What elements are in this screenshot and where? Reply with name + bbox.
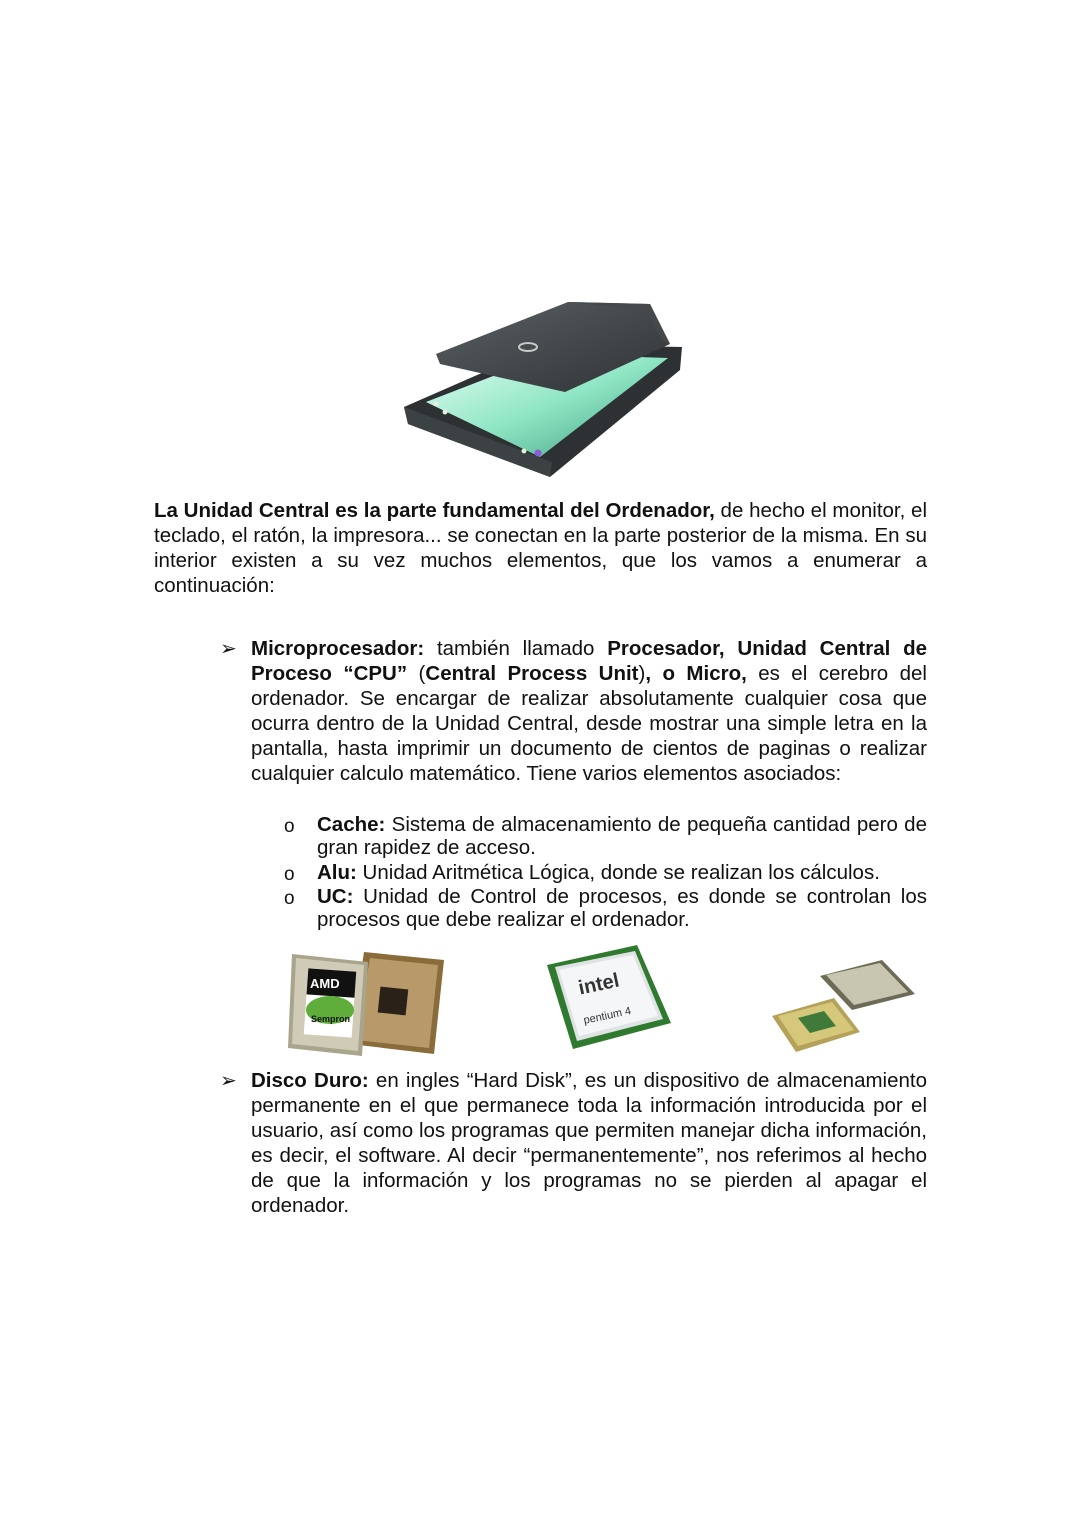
arrow-bullet-icon: ➢ bbox=[220, 1070, 237, 1092]
text: también llamado bbox=[424, 637, 608, 660]
amd-sempron-image bbox=[284, 948, 449, 1058]
term-disco-duro: Disco Duro: bbox=[251, 1069, 369, 1092]
processor-pair-image bbox=[772, 960, 917, 1055]
circle-bullet-icon: o bbox=[284, 864, 295, 885]
bold-text: Procesador, Unidad Central de Proceso “CPU” bbox=[251, 637, 927, 685]
term-cache: Cache: bbox=[317, 813, 386, 836]
circle-bullet-icon: o bbox=[284, 816, 295, 837]
text: en ingles “Hard Disk”, es un dispositivo de almacenamiento permanente en el que permanece toda la información introducida por el usuario, así como los programas que permiten manejar dicha información, es decir, el software. Al decir “permanentemente”, nos referimos al hecho de que la información y los programas no se pierden al apagar el ordenador. bbox=[251, 1069, 927, 1217]
bold-text: Central Process Unit bbox=[425, 662, 639, 685]
text: Sistema de almacenamiento de pequeña cantidad pero de gran rapidez de acceso. bbox=[317, 813, 927, 859]
sub-item-uc bbox=[317, 885, 927, 931]
list-item-microprocesador bbox=[251, 636, 927, 786]
intro-paragraph bbox=[154, 498, 927, 598]
term-microprocesador: Microprocesador: bbox=[251, 637, 425, 660]
list-item-disco-duro bbox=[251, 1068, 927, 1218]
scanner-image bbox=[400, 292, 690, 482]
bold-text: , o Micro, bbox=[645, 662, 747, 685]
svg-text:AMD: AMD bbox=[310, 976, 340, 991]
svg-text:Sempron: Sempron bbox=[311, 1014, 351, 1024]
text: es el cerebro del ordenador. Se encargar de realizar absolutamente cualquier cosa que ocurra dentro de la Unidad Central, desde mostrar una simple letra en la pantalla, hasta imprimir un documento de cientos de paginas o realizar cualquier calculo matemático. Tiene varios elementos asociados: bbox=[251, 662, 927, 785]
text: Unidad Aritmética Lógica, donde se realizan los cálculos. bbox=[356, 861, 880, 884]
text: ( bbox=[407, 662, 426, 685]
sub-item-alu bbox=[317, 861, 927, 884]
intel-pentium4-image bbox=[537, 943, 677, 1051]
intro-text: de hecho el monitor, el teclado, el ratón, la impresora... se conectan en la parte posterior de la misma. En su interior existen a su vez muchos elementos, que los vamos a enumerar a continuación: bbox=[154, 499, 927, 597]
sub-item-cache bbox=[317, 813, 927, 859]
term-alu: Alu: bbox=[317, 861, 357, 884]
arrow-bullet-icon: ➢ bbox=[220, 638, 237, 660]
svg-text:intel: intel bbox=[576, 969, 622, 1000]
text: ) bbox=[638, 662, 646, 685]
term-uc: UC: bbox=[317, 885, 354, 908]
intro-bold: La Unidad Central es la parte fundamental del Ordenador, bbox=[154, 499, 715, 522]
circle-bullet-icon: o bbox=[284, 888, 295, 909]
text: Unidad de Control de procesos, es donde se controlan los procesos que debe realizar el ordenador. bbox=[317, 885, 927, 931]
svg-text:pentium 4: pentium 4 bbox=[582, 1005, 633, 1027]
